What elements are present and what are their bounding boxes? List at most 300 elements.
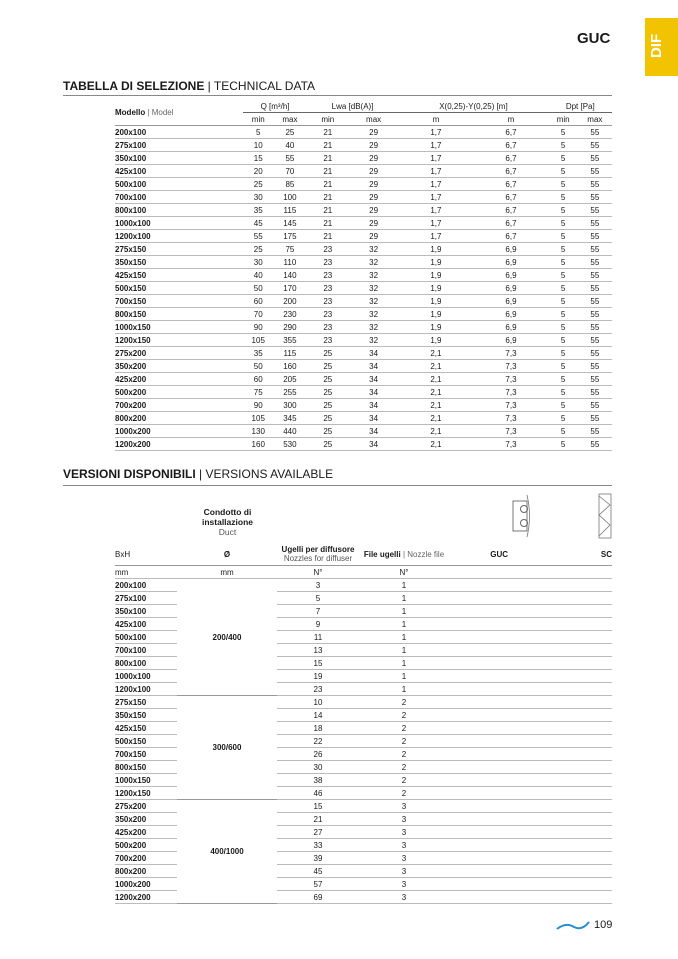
value-cell: 345 [273, 412, 307, 425]
value-cell: 32 [349, 269, 399, 282]
table-row [115, 438, 612, 451]
value-cell: 34 [349, 360, 399, 373]
table-row [115, 425, 612, 438]
size-cell: 350x100 [115, 605, 177, 618]
nozzle-file-cell: 3 [359, 865, 449, 878]
value-cell: 85 [273, 178, 307, 191]
value-cell: 1,7 [398, 178, 473, 191]
subheader-cell: max [578, 113, 612, 126]
value-cell: 1,9 [398, 282, 473, 295]
guc-cell [449, 644, 549, 657]
nozzle-count-cell: 33 [277, 839, 359, 852]
value-cell: 6,9 [473, 269, 548, 282]
value-cell: 1,7 [398, 230, 473, 243]
value-cell: 55 [578, 347, 612, 360]
value-cell: 21 [307, 139, 349, 152]
nozzle-file-cell: 2 [359, 748, 449, 761]
model-cell: 200x100 [115, 126, 243, 139]
subheader-cell: m [473, 113, 548, 126]
size-cell: 1000x150 [115, 774, 177, 787]
empty-cell [449, 566, 549, 579]
table-row [115, 399, 612, 412]
value-cell: 60 [243, 295, 273, 308]
nozzle-count-cell: 5 [277, 592, 359, 605]
duct-label: Condotto di installazione Duct [201, 507, 253, 537]
value-cell: 2,1 [398, 373, 473, 386]
size-cell: 350x200 [115, 813, 177, 826]
nozzle-file-cell: 3 [359, 813, 449, 826]
size-cell: 200x100 [115, 579, 177, 592]
value-cell: 55 [578, 321, 612, 334]
value-cell: 15 [243, 152, 273, 165]
value-cell: 5 [549, 308, 578, 321]
value-cell: 6,7 [473, 230, 548, 243]
nozzle-file-cell: 1 [359, 631, 449, 644]
model-cell: 1200x100 [115, 230, 243, 243]
sc-cell [549, 878, 612, 891]
model-cell: 700x150 [115, 295, 243, 308]
value-cell: 55 [578, 438, 612, 451]
nozzle-count-cell: 14 [277, 709, 359, 722]
value-cell: 1,7 [398, 152, 473, 165]
sc-header: SC [549, 543, 612, 566]
value-cell: 5 [549, 386, 578, 399]
guc-cell [449, 839, 549, 852]
sc-cell [549, 631, 612, 644]
sc-cell [549, 800, 612, 813]
value-cell: 55 [578, 386, 612, 399]
sc-cell [549, 748, 612, 761]
size-cell: 800x100 [115, 657, 177, 670]
subheader-cell: max [273, 113, 307, 126]
value-cell: 1,9 [398, 321, 473, 334]
value-cell: 2,1 [398, 360, 473, 373]
value-cell: 6,7 [473, 217, 548, 230]
value-cell: 23 [307, 269, 349, 282]
size-cell: 500x200 [115, 839, 177, 852]
value-cell: 25 [243, 243, 273, 256]
value-cell: 6,7 [473, 152, 548, 165]
subheader-cell: min [243, 113, 273, 126]
value-cell: 5 [549, 243, 578, 256]
guc-cell [449, 878, 549, 891]
model-cell: 350x200 [115, 360, 243, 373]
value-cell: 40 [243, 269, 273, 282]
value-cell: 6,7 [473, 139, 548, 152]
value-cell: 90 [243, 321, 273, 334]
value-cell: 25 [307, 399, 349, 412]
value-cell: 21 [307, 165, 349, 178]
value-cell: 6,7 [473, 191, 548, 204]
value-cell: 175 [273, 230, 307, 243]
value-cell: 6,9 [473, 334, 548, 347]
value-cell: 32 [349, 282, 399, 295]
value-cell: 40 [273, 139, 307, 152]
value-cell: 2,1 [398, 412, 473, 425]
value-cell: 5 [549, 230, 578, 243]
nozzle-count-cell: 30 [277, 761, 359, 774]
sc-cell [549, 579, 612, 592]
guc-cell [449, 670, 549, 683]
model-cell: 350x150 [115, 256, 243, 269]
nozzle-file-cell: 3 [359, 891, 449, 904]
value-cell: 23 [307, 321, 349, 334]
sc-cell [549, 774, 612, 787]
value-cell: 34 [349, 386, 399, 399]
table-row [115, 256, 612, 269]
section-tab [645, 18, 678, 76]
nozzle-count-cell: 3 [277, 579, 359, 592]
guc-cell [449, 631, 549, 644]
value-cell: 115 [273, 347, 307, 360]
value-cell: 145 [273, 217, 307, 230]
size-cell: 1000x200 [115, 878, 177, 891]
value-cell: 1,7 [398, 126, 473, 139]
sc-cell [549, 839, 612, 852]
value-cell: 34 [349, 399, 399, 412]
value-cell: 5 [549, 373, 578, 386]
nozzle-file-cell: 1 [359, 592, 449, 605]
value-cell: 100 [273, 191, 307, 204]
value-cell: 25 [307, 386, 349, 399]
value-cell: 105 [243, 412, 273, 425]
guc-header: GUC [449, 543, 549, 566]
table-row [115, 269, 612, 282]
sc-cell [549, 813, 612, 826]
sc-cell [549, 683, 612, 696]
nozzle-count-cell: 19 [277, 670, 359, 683]
size-cell: 1200x100 [115, 683, 177, 696]
diameter-header: Ø [177, 543, 277, 566]
value-cell: 75 [243, 386, 273, 399]
nozzle-count-cell: 10 [277, 696, 359, 709]
value-cell: 55 [578, 204, 612, 217]
section-title-technical-data: TABELLA DI SELEZIONE | TECHNICAL DATA [63, 79, 316, 93]
value-cell: 6,7 [473, 126, 548, 139]
guc-cell [449, 592, 549, 605]
value-cell: 55 [243, 230, 273, 243]
nozzle-file-header: File ugelli | Nozzle file [359, 543, 449, 566]
guc-cell [449, 722, 549, 735]
guc-cell [449, 826, 549, 839]
brand-logo-icon [556, 920, 590, 932]
value-cell: 1,7 [398, 191, 473, 204]
value-cell: 6,7 [473, 204, 548, 217]
nozzle-count-cell: 21 [277, 813, 359, 826]
table-row [115, 696, 612, 709]
value-cell: 55 [578, 165, 612, 178]
versions-table [115, 543, 612, 904]
table-row [115, 412, 612, 425]
sc-cell [549, 852, 612, 865]
section-title-versions: VERSIONI DISPONIBILI | VERSIONS AVAILABLE [63, 467, 334, 481]
sc-cell [549, 787, 612, 800]
value-cell: 35 [243, 347, 273, 360]
value-cell: 21 [307, 230, 349, 243]
value-cell: 30 [243, 191, 273, 204]
value-cell: 115 [273, 204, 307, 217]
sc-cell [549, 618, 612, 631]
nozzle-file-cell: 1 [359, 670, 449, 683]
table-row [115, 152, 612, 165]
sc-cell [549, 592, 612, 605]
value-cell: 55 [578, 399, 612, 412]
table-row [115, 334, 612, 347]
nozzle-file-cell: 1 [359, 618, 449, 631]
value-cell: 6,7 [473, 165, 548, 178]
guc-cell [449, 657, 549, 670]
nozzle-file-cell: 2 [359, 774, 449, 787]
value-cell: 10 [243, 139, 273, 152]
value-cell: 34 [349, 425, 399, 438]
value-cell: 25 [307, 425, 349, 438]
value-cell: 23 [307, 308, 349, 321]
nozzle-file-cell: 1 [359, 605, 449, 618]
subheader-cell: min [307, 113, 349, 126]
value-cell: 55 [578, 178, 612, 191]
value-cell: 60 [243, 373, 273, 386]
value-cell: 25 [307, 412, 349, 425]
model-cell: 800x100 [115, 204, 243, 217]
nozzle-file-cell: 2 [359, 722, 449, 735]
model-cell: 500x100 [115, 178, 243, 191]
subheader-cell: min [549, 113, 578, 126]
value-cell: 55 [578, 295, 612, 308]
value-cell: 25 [273, 126, 307, 139]
value-cell: 1,9 [398, 308, 473, 321]
value-cell: 5 [549, 425, 578, 438]
value-cell: 25 [243, 178, 273, 191]
value-cell: 255 [273, 386, 307, 399]
nozzles-header: Ugelli per diffusore Nozzles for diffuser [277, 543, 359, 566]
value-cell: 29 [349, 217, 399, 230]
nozzle-count-cell: 9 [277, 618, 359, 631]
sc-cell [549, 761, 612, 774]
model-cell: 1000x100 [115, 217, 243, 230]
nozzle-file-cell: 3 [359, 839, 449, 852]
guc-cell [449, 774, 549, 787]
guc-cell [449, 579, 549, 592]
sc-cell [549, 696, 612, 709]
value-cell: 2,1 [398, 386, 473, 399]
noise-header: Lwa [dB(A)] [307, 100, 399, 113]
nozzle-count-cell: 18 [277, 722, 359, 735]
value-cell: 5 [549, 334, 578, 347]
model-cell: 700x100 [115, 191, 243, 204]
value-cell: 5 [549, 295, 578, 308]
guc-cell [449, 761, 549, 774]
product-code: GUC [577, 30, 611, 47]
value-cell: 1,7 [398, 165, 473, 178]
table-row [115, 321, 612, 334]
sc-cell [549, 735, 612, 748]
value-cell: 21 [307, 152, 349, 165]
value-cell: 21 [307, 191, 349, 204]
value-cell: 21 [307, 204, 349, 217]
value-cell: 6,9 [473, 295, 548, 308]
nozzle-count-cell: 13 [277, 644, 359, 657]
value-cell: 23 [307, 295, 349, 308]
value-cell: 5 [549, 360, 578, 373]
divider [63, 485, 612, 486]
sc-cell [549, 826, 612, 839]
nozzle-count-cell: 15 [277, 657, 359, 670]
model-cell: 275x150 [115, 243, 243, 256]
sc-cell [549, 657, 612, 670]
guc-cell [449, 891, 549, 904]
table-row [115, 165, 612, 178]
value-cell: 32 [349, 243, 399, 256]
value-cell: 75 [273, 243, 307, 256]
value-cell: 34 [349, 412, 399, 425]
value-cell: 230 [273, 308, 307, 321]
value-cell: 6,9 [473, 308, 548, 321]
value-cell: 105 [243, 334, 273, 347]
nozzle-count-cell: 22 [277, 735, 359, 748]
unit-cell: mm [177, 566, 277, 579]
unit-cell: N° [277, 566, 359, 579]
value-cell: 5 [549, 256, 578, 269]
table-row [115, 230, 612, 243]
sc-diffuser-icon [598, 493, 612, 539]
value-cell: 5 [549, 269, 578, 282]
value-cell: 6,9 [473, 282, 548, 295]
value-cell: 1,7 [398, 217, 473, 230]
model-cell: 425x200 [115, 373, 243, 386]
size-cell: 800x150 [115, 761, 177, 774]
value-cell: 34 [349, 373, 399, 386]
value-cell: 7,3 [473, 360, 548, 373]
value-cell: 205 [273, 373, 307, 386]
value-cell: 7,3 [473, 399, 548, 412]
technical-data-table [115, 100, 612, 451]
value-cell: 160 [243, 438, 273, 451]
value-cell: 34 [349, 347, 399, 360]
subheader-cell: max [349, 113, 399, 126]
table-row [115, 579, 612, 592]
size-cell: 350x150 [115, 709, 177, 722]
table-row [115, 282, 612, 295]
size-cell: 275x100 [115, 592, 177, 605]
value-cell: 23 [307, 334, 349, 347]
value-cell: 5 [549, 347, 578, 360]
value-cell: 23 [307, 282, 349, 295]
value-cell: 30 [243, 256, 273, 269]
table-row [115, 204, 612, 217]
value-cell: 70 [273, 165, 307, 178]
value-cell: 23 [307, 243, 349, 256]
value-cell: 29 [349, 165, 399, 178]
value-cell: 530 [273, 438, 307, 451]
value-cell: 1,7 [398, 139, 473, 152]
size-cell: 500x150 [115, 735, 177, 748]
value-cell: 5 [549, 126, 578, 139]
nozzle-file-cell: 2 [359, 696, 449, 709]
table-row [115, 178, 612, 191]
guc-cell [449, 696, 549, 709]
value-cell: 5 [549, 204, 578, 217]
value-cell: 55 [578, 269, 612, 282]
value-cell: 110 [273, 256, 307, 269]
table-row [115, 386, 612, 399]
model-cell: 1200x200 [115, 438, 243, 451]
guc-cell [449, 605, 549, 618]
section-tab-label: DIF [648, 33, 665, 58]
nozzle-count-cell: 7 [277, 605, 359, 618]
size-cell: 425x150 [115, 722, 177, 735]
table-row [115, 373, 612, 386]
nozzle-count-cell: 11 [277, 631, 359, 644]
nozzle-file-cell: 1 [359, 644, 449, 657]
size-cell: 500x100 [115, 631, 177, 644]
value-cell: 32 [349, 321, 399, 334]
value-cell: 34 [349, 438, 399, 451]
sc-cell [549, 644, 612, 657]
value-cell: 25 [307, 373, 349, 386]
value-cell: 5 [549, 412, 578, 425]
value-cell: 55 [578, 217, 612, 230]
value-cell: 7,3 [473, 438, 548, 451]
model-cell: 800x200 [115, 412, 243, 425]
value-cell: 29 [349, 191, 399, 204]
value-cell: 300 [273, 399, 307, 412]
value-cell: 55 [578, 230, 612, 243]
value-cell: 21 [307, 178, 349, 191]
value-cell: 5 [243, 126, 273, 139]
value-cell: 1,9 [398, 256, 473, 269]
model-cell: 275x200 [115, 347, 243, 360]
value-cell: 1,9 [398, 269, 473, 282]
value-cell: 32 [349, 295, 399, 308]
model-header: Modello | Model [115, 100, 243, 126]
value-cell: 7,3 [473, 373, 548, 386]
guc-diffuser-icon [510, 493, 536, 539]
value-cell: 32 [349, 256, 399, 269]
value-cell: 7,3 [473, 412, 548, 425]
value-cell: 32 [349, 334, 399, 347]
value-cell: 55 [578, 334, 612, 347]
value-cell: 5 [549, 165, 578, 178]
value-cell: 55 [578, 152, 612, 165]
value-cell: 29 [349, 139, 399, 152]
nozzle-file-cell: 3 [359, 852, 449, 865]
size-cell: 425x200 [115, 826, 177, 839]
value-cell: 290 [273, 321, 307, 334]
value-cell: 45 [243, 217, 273, 230]
value-cell: 55 [578, 139, 612, 152]
table-row [115, 191, 612, 204]
value-cell: 7,3 [473, 347, 548, 360]
nozzle-file-cell: 2 [359, 709, 449, 722]
flow-header: Q [m³/h] [243, 100, 306, 113]
guc-cell [449, 787, 549, 800]
nozzle-file-cell: 2 [359, 787, 449, 800]
value-cell: 5 [549, 399, 578, 412]
model-cell: 425x100 [115, 165, 243, 178]
nozzle-count-cell: 15 [277, 800, 359, 813]
value-cell: 55 [578, 308, 612, 321]
value-cell: 6,9 [473, 321, 548, 334]
size-cell: 700x200 [115, 852, 177, 865]
size-cell: 700x100 [115, 644, 177, 657]
table-row [115, 243, 612, 256]
nozzle-file-cell: 3 [359, 800, 449, 813]
value-cell: 55 [578, 126, 612, 139]
nozzle-count-cell: 45 [277, 865, 359, 878]
nozzle-count-cell: 69 [277, 891, 359, 904]
sc-cell [549, 670, 612, 683]
size-cell: 425x100 [115, 618, 177, 631]
